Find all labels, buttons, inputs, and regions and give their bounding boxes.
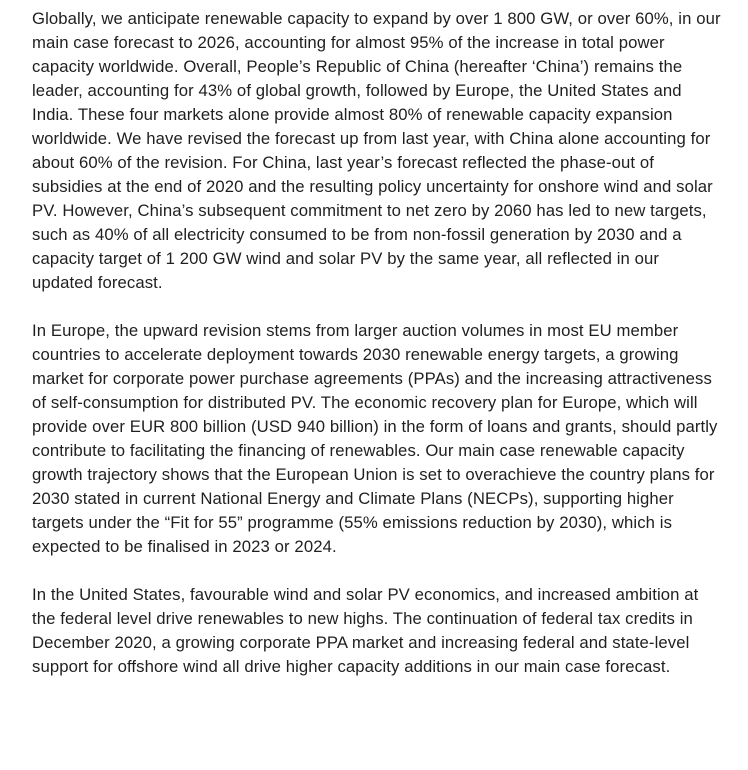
- paragraph-europe: In Europe, the upward revision stems from larger auction volumes in most EU member countries to accelerate deployment towards 2030 renewable energy targets, a growing market for corporate power purchase agreements (PPAs) and the increasing attractiveness of self-consumption for distributed PV. The economic recovery plan for Europe, which will provide over EUR 800 billion (USD 940 billion) in the form of loans and grants, should partly contribute to facilitating the financing of renewables. Our main case renewable capacity growth trajectory shows that the European Union is set to overachieve the country plans for 2030 stated in current National Energy and Climate Plans (NECPs), supporting higher targets under the “Fit for 55” programme (55% emissions reduction by 2030), which is expected to be finalised in 2023 or 2024.: [32, 321, 718, 556]
- document-body: [32, 7, 722, 679]
- paragraph-global: Globally, we anticipate renewable capacity to expand by over 1 800 GW, or over 60%, in our main case forecast to 2026, accounting for almost 95% of the increase in total power capacity worldwide. Overall, People’s Republic of China (hereafter ‘China’) remains the leader, accounting for 43% of global growth, followed by Europe, the United States and India. These four markets alone provide almost 80% of renewable capacity expansion worldwide. We have revised the forecast up from last year, with China alone accounting for about 60% of the revision. For China, last year’s forecast reflected the phase-out of subsidies at the end of 2020 and the resulting policy uncertainty for onshore wind and solar PV. However, China’s subsequent commitment to net zero by 2060 has led to new targets, such as 40% of all electricity consumed to be from non-fossil generation by 2030 and a capacity target of 1 200 GW wind and solar PV by the same year, all reflected in our updated forecast.: [32, 9, 721, 292]
- paragraph-united-states: In the United States, favourable wind and solar PV economics, and increased ambition at the federal level drive renewables to new highs. The continuation of federal tax credits in December 2020, a growing corporate PPA market and increasing federal and state-level support for offshore wind all drive higher capacity additions in our main case forecast.: [32, 585, 699, 676]
